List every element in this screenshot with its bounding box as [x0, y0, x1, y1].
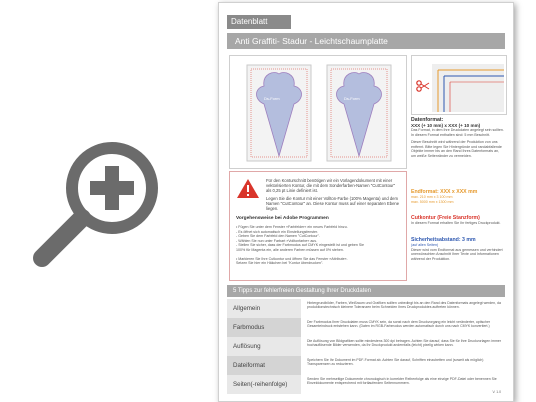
endformat-title: Endformat: XXX x XXX mm — [411, 189, 478, 195]
ice-cream-shape — [246, 64, 312, 162]
datasheet-page — [218, 2, 514, 402]
tip-text: Der Farbmodus Ihrer Druckdaten muss CMYK sein, da sonst nach dem Druckvorgang ein leicht veränderter, optischer Gesamteindruck entstehen kann. (Daten im RGB-Farbmodus werden automatisch durch uns nach CMYK konvertiert.) — [307, 320, 491, 329]
intro-text: Für den Konturschnitt benötigen wir ein Vorlagendokument mit einer vektorisierten Kontur, die mit dem Sonderfarben-Namen "CutContour" als 0,25 pt Linie definiert ist. — [266, 178, 396, 194]
tip-row — [227, 375, 505, 394]
scissors-icon — [416, 80, 430, 92]
howto-item: Setzen Sie hier ein Häkchen bei "Kontur überdrucken". — [236, 261, 324, 266]
tip-label: Allgemein — [227, 299, 301, 318]
howto-item: - Geben Sie dem Farbfeld den Namen "CutContour". — [236, 234, 320, 239]
howto-item: • Fügen Sie unter dem Fenster »Farbfelder« ein neues Farbfeld hinzu. — [236, 225, 348, 229]
safety-sub: (auf allen Seiten) — [411, 243, 439, 247]
corner-detail-panel — [411, 55, 507, 115]
shape-label-1: Ds-Form — [264, 96, 280, 101]
ice-cream-shape — [326, 64, 392, 162]
tip-text: Die Auflösung von Bildgrafiken sollte mindestens 300 dpi betragen. Achten Sie darauf, dass Sie für Ihre Druckvorlagen immer hochauflösende Bilder verwenden, da Ihr Druckprodukt andernfalls (leicht) pixelig wirken kann. — [307, 339, 501, 348]
shape-label-2: Ds-Form — [344, 96, 360, 101]
tip-label: Seiten(-reihenfolge) — [227, 375, 301, 394]
cutcontour-title: Cutkontur (Freie Stanzform) — [411, 215, 480, 221]
endformat-text: max. 210 mm x 3 100 mm max. 5000 mm x 1300 mm — [411, 195, 454, 204]
tip-text: Speichern Sie Ihr Dokument im PDF-Format ab. Achten Sie darauf, Schriften einzubetten und (soweit als möglich) Transparenzen zu reduzieren. — [307, 358, 484, 367]
page-number: V. 1.0 — [492, 390, 501, 394]
howto-item: - Stellen Sie sicher, dass der Farbmodus auf CMYK eingestellt ist und geben Sie — [236, 243, 365, 248]
dataformat-text-2: Dieser Beschnitt wird während der Produktion von uns entfernt. Bitte legen Sie Hintergründe und randabfallende Objekte immer bis an den Rand Ihres Datenformats an, um weiße Seitenränder zu vermeiden. — [411, 140, 502, 158]
tip-label: Farbmodus — [227, 318, 301, 337]
datasheet-tab: Datenblatt — [227, 15, 291, 29]
safety-section — [411, 237, 505, 261]
page-footer — [227, 390, 505, 399]
shape-panel — [229, 55, 407, 169]
warning-box — [229, 171, 407, 281]
cutcontour-text: In diesem Format erhalten Sie Ihr fertiges Druckprodukt. — [411, 221, 501, 225]
tips-title: 5 Tipps zur fehlerfreien Gestaltung Ihrer Druckdaten — [227, 285, 505, 297]
cutcontour-section — [411, 215, 505, 226]
dataformat-size: XXX (+ 10 mm) x XXX (+ 10 mm) — [411, 123, 481, 128]
document-title: Anti Graffiti- Stadur - Leichtschaumplatte — [227, 33, 505, 49]
warning-icon — [236, 178, 260, 199]
howto-item: - Wählen Sie nun unter Farbart »Volltonfarbe« aus. — [236, 238, 318, 243]
endformat-section — [411, 189, 505, 204]
howto-item: • Markieren Sie Ihre Cutkontur und öffnen Sie das Fenster »Attribute«. — [236, 256, 348, 261]
tip-row — [227, 299, 505, 318]
howto-item: - Es öffnet sich automatisch ein Einstellungsfenster. — [236, 229, 319, 234]
howto-title: Vorgehensweise bei Adobe Programmen — [236, 216, 329, 221]
tip-text: Senden Sie mehrseitige Dokumente chronologisch in korrekter Reihenfolge als eine einzige PDF-Datei oder benennen Sie Einzeldokumente entsprechend mit fortlaufenden Seitennummern. — [307, 377, 497, 386]
tip-row — [227, 337, 505, 356]
tip-row — [227, 356, 505, 375]
safety-title: Sicherheitsabstand: 3 mm — [411, 237, 476, 243]
tip-row — [227, 318, 505, 337]
howto-item: 100% für Magenta ein, alle anderen Farben müssen auf 0% stehen. — [236, 247, 344, 252]
dataformat-text: Das Format, in dem Ihre Druckdaten angelegt sein sollten. In diesem Format enthalten sind: 5 mm Beschnitt. — [411, 128, 504, 137]
tip-label: Auflösung — [227, 337, 301, 356]
safety-text: Dieser wird vom Endformat aus gemessen und verhindert unerwünschten Anschnitt Ihrer Texte und Informationen während der Produktion. — [411, 247, 503, 261]
zoom-in-icon[interactable] — [30, 130, 170, 270]
dataformat-title: Datenformat: — [411, 117, 444, 123]
howto-list — [236, 225, 400, 266]
tip-text: Hintergrundbilder, Farben, Weißraum und Grafiken sollten unbedingt bis an den Rand des Datenformats angelegt werden, da produktionstechnisch kleinere Toleranzen beim Schneiden Ihres Druckproduktes auftreten können. — [307, 301, 501, 310]
intro-text-2: Legen Sie die Kontur mit einer Vollton-Farbe (100% Magenta) und dem Namen "CutContour" an. Diese Kontur muss auf einer separaten Ebene liegen. — [266, 196, 400, 212]
tip-label: Dateiformat — [227, 356, 301, 375]
dataformat-section — [411, 117, 505, 159]
